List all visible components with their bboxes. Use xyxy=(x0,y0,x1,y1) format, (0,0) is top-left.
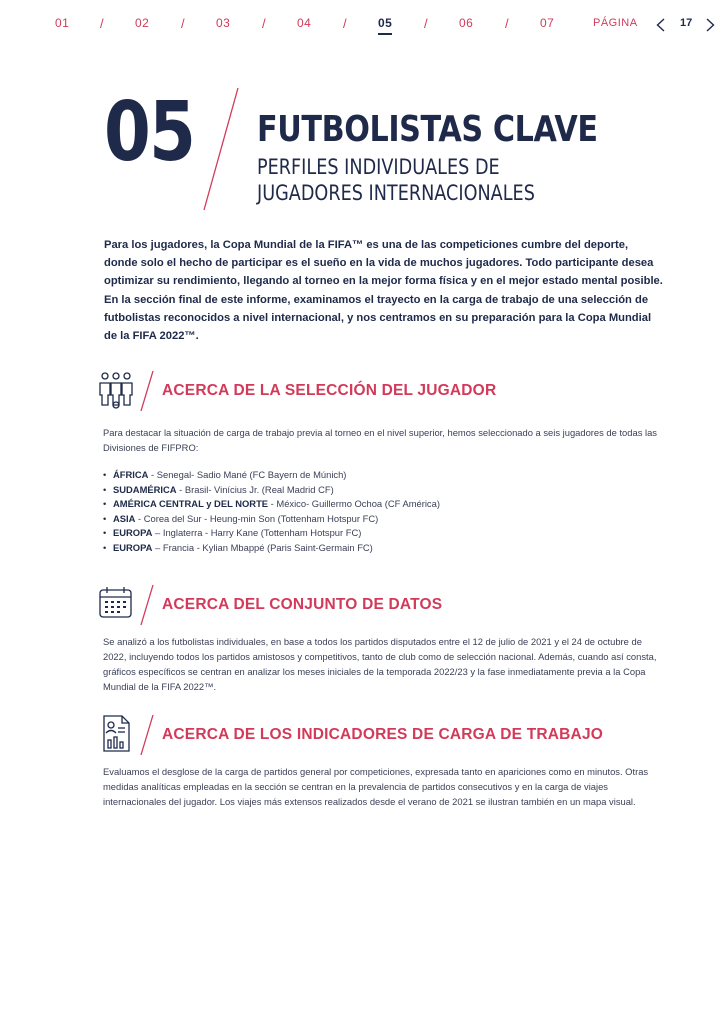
section-divider xyxy=(138,714,156,756)
players-group-icon xyxy=(98,370,134,410)
nav-separator: / xyxy=(505,16,509,31)
section-divider xyxy=(138,370,156,412)
list-item xyxy=(103,468,663,483)
player-region: EUROPA xyxy=(113,541,153,553)
nav-item-05[interactable]: 05 xyxy=(378,16,393,30)
section-header-player-selection xyxy=(98,370,658,414)
player-detail: - Senegal- Sadio Mané (FC Bayern de Múnich) xyxy=(148,469,347,480)
nav-separator: / xyxy=(424,16,428,31)
calendar-icon xyxy=(98,584,134,624)
player-detail: - Corea del Sur - Heung-min Son (Tottenham Hotspur FC) xyxy=(135,512,379,524)
nav-item-02[interactable]: 02 xyxy=(135,16,150,30)
section-divider xyxy=(138,584,156,626)
page-number: 17 xyxy=(680,17,693,29)
top-navigation xyxy=(0,16,725,38)
page-title: FUTBOLISTAS CLAVE xyxy=(257,109,598,150)
section-paragraph: Evaluamos el desglose de la carga de partidos general por competiciones, expresada tanto en apariciones como en minutos. Otras medidas analíticas empleadas en la sección se centran en la prevalencia de partidos consecutivos y en la carga de viajes internacionales del jugador. Los viajes más extensos realizados desde el verano de 2021 se ilustran también en un mapa visual. xyxy=(103,766,649,807)
section-title: ACERCA DE LA SELECCIÓN DEL JUGADOR xyxy=(162,382,497,399)
section-title: ACERCA DEL CONJUNTO DE DATOS xyxy=(162,596,443,613)
nav-separator: / xyxy=(100,16,104,31)
player-list xyxy=(103,468,663,556)
nav-item-06[interactable]: 06 xyxy=(459,16,474,30)
nav-item-03[interactable]: 03 xyxy=(216,16,231,30)
chevron-right-icon[interactable] xyxy=(706,18,715,32)
player-detail: – Francia - Kylian Mbappé (Paris Saint-Germain FC) xyxy=(152,541,373,553)
page-label: PÁGINA xyxy=(593,17,638,29)
header-divider xyxy=(200,86,240,214)
section-paragraph: Para destacar la situación de carga de trabajo previa al torneo en el nivel superior, hemos seleccionado a seis jugadores de todas las Divisiones de FIFPRO: xyxy=(103,427,657,453)
list-item xyxy=(103,526,663,541)
nav-separator: / xyxy=(181,16,185,31)
player-region: SUDAMÉRICA xyxy=(113,483,177,495)
list-item xyxy=(103,541,663,556)
nav-item-01[interactable]: 01 xyxy=(55,16,70,30)
report-icon xyxy=(98,714,134,754)
section-paragraph: Se analizó a los futbolistas individuales, en base a todos los partidos disputados entre el 12 de julio de 2021 y el 24 de octubre de 2022, incluyendo todos los partidos amistosos y competitivos, tanto de club como de selección nacional. Además, cuando así consta, gráficos específicos se centran en analizar los meses iniciales de la temporada 2022/23 y la fase inmediatamente previa a la Copa Mundial de la FIFA 2022™. xyxy=(103,636,657,692)
section-title: ACERCA DE LOS INDICADORES DE CARGA DE TRABAJO xyxy=(162,726,604,743)
player-region: ÁFRICA xyxy=(113,469,149,480)
nav-separator: / xyxy=(343,16,347,31)
player-region: AMÉRICA CENTRAL y DEL NORTE xyxy=(113,498,269,510)
chevron-left-icon[interactable] xyxy=(656,18,665,32)
section-header-dataset xyxy=(98,584,658,628)
chapter-number: 05 xyxy=(104,85,195,180)
page-subtitle: PERFILES INDIVIDUALES DE JUGADORES INTERNACIONALES xyxy=(257,155,535,205)
intro-paragraph: Para los jugadores, la Copa Mundial de la FIFA™ es una de las competiciones cumbre del deporte, donde solo el hecho de participar es el sueño en la vida de muchos jugadores. Todo participante desea optimizar su rendimiento, llegando al torneo en la mejor forma física y en el mejor estado mental posible. En la sección final de este informe, examinamos el trayecto en la carga de trabajo de una selección de futbolistas reconocidos a nivel internacional, y nos centramos en su preparación para la Copa Mundial de la FIFA 2022™. xyxy=(104,239,663,343)
section-header-workload-indicators xyxy=(98,714,658,758)
nav-item-07[interactable]: 07 xyxy=(540,16,555,30)
player-region: EUROPA xyxy=(113,527,153,539)
list-item xyxy=(103,497,663,512)
player-detail: - México- Guillermo Ochoa (CF América) xyxy=(268,498,440,510)
list-item xyxy=(103,483,663,498)
nav-item-04[interactable]: 04 xyxy=(297,16,312,30)
nav-separator: / xyxy=(262,16,266,31)
player-detail: – Inglaterra - Harry Kane (Tottenham Hotspur FC) xyxy=(152,527,362,539)
player-detail: - Brasil- Vinícius Jr. (Real Madrid CF) xyxy=(176,483,334,495)
player-region: ASIA xyxy=(113,512,136,524)
list-item xyxy=(103,512,663,527)
